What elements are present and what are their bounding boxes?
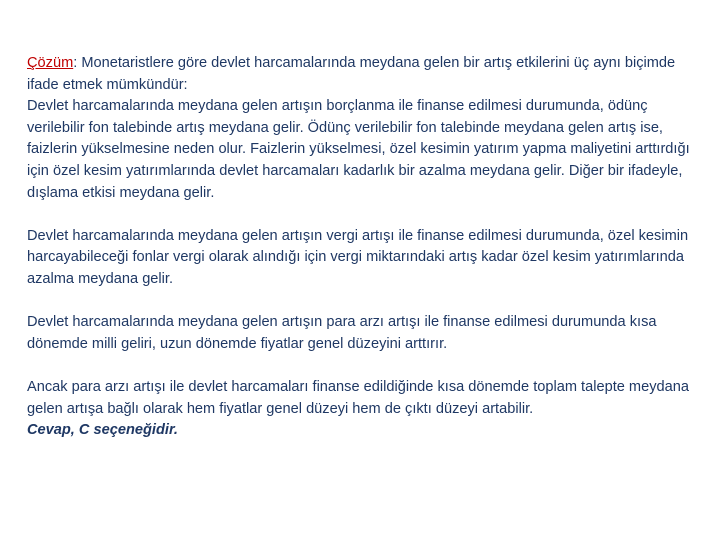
paragraph-spacer [27,355,697,377]
money-supply-financing-paragraph: Devlet harcamalarında meydana gelen artışın para arzı artışı ile finanse edilmesi durumunda kısa dönemde milli geliri, uzun dönemde fiyatlar genel düzeyini arttırır. [27,314,657,352]
conclusion-paragraph: Ancak para arzı artışı ile devlet harcamaları finanse edildiğinde kısa dönemde toplam talepte meydana gelen artışa bağlı olarak hem fiyatlar genel düzeyi hem de çıktı düzeyi artabilir. [27,378,689,417]
tax-financing-paragraph: Devlet harcamalarında meydana gelen artışın vergi artışı ile finanse edilmesi durumunda, özel kesimin harcayabileceği fonlar vergi olarak alındığı için vergi miktarındaki artış kadar özel kesim yatırımlarında azalma meydana gelir. [27,227,689,287]
borrowing-financing-paragraph: Devlet harcamalarında meydana gelen artışın borçlanma ile finanse edilmesi durumunda, ödünç verilebilir fon talebinde artış meydana gelir. Ödünç verilebilir fon talebinde meydana gelen artış ise, faizlerin yükselmesine neden olur. Faizlerin yükselmesi, özel kesimin yatırım yapma maliyetini arttırdığı için özel kesim yatırımlarında devlet harcamaları kadarlık bir azalma meydana gelir. Diğer bir ifadeyle, dışlama etkisi meydana gelir. [27,98,690,201]
solution-text-block [27,53,697,442]
solution-label: Çözüm [27,55,74,71]
solution-label-suffix: : [73,55,82,71]
answer-line: Cevap, C seçeneğidir. [27,422,178,439]
solution-intro-text: Monetaristlere göre devlet harcamalarında meydana gelen bir artış etkilerini üç aynı biçimde ifade etmek mümkündür: [27,55,676,93]
solution-intro-paragraph [27,53,697,96]
paragraph-spacer [27,204,697,226]
paragraph-spacer [27,291,697,313]
